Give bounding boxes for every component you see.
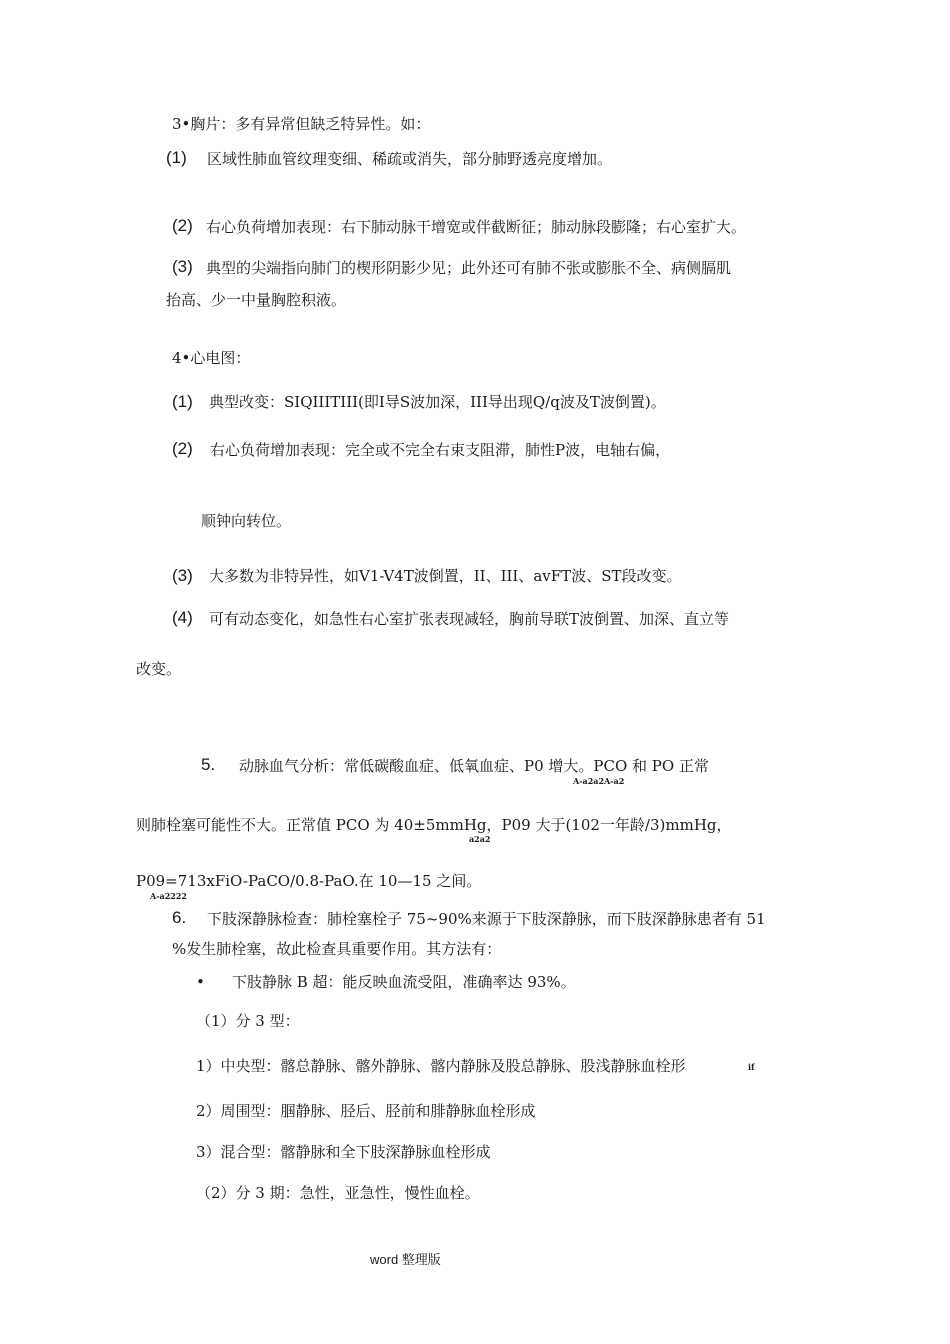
venous-type3: 3）混合型：髂静脉和全下肢深静脉血栓形成 — [196, 1143, 491, 1161]
chest-xray-item2-text: 右心负荷增加表现：右下肺动脉干增宽或伴截断征；肺动脉段膨隆；右心室扩大。 — [206, 218, 747, 236]
venous-type1-mark: if — [748, 1062, 755, 1072]
chest-xray-item1-text: 区域性肺血管纹理变细、稀疏或消失，部分肺野透亮度增加。 — [207, 150, 613, 168]
blood-gas-line3: P09=713xFiO-PaCO/0.8-PaO.在 10—15 之间。 — [136, 872, 482, 890]
ecg-item3-text: 大多数为非特异性，如V1-V4T波倒置，II、III、avFT波、ST段改变。 — [209, 567, 682, 585]
venous-type1: 1）中央型：髂总静脉、髂外静脉、髂内静脉及股总静脉、股浅静脉血栓形 — [196, 1057, 686, 1075]
blood-gas-line2-subscript: a2a2 — [469, 834, 491, 844]
venous-types-heading: （1）分 3 型： — [196, 1012, 300, 1030]
chest-xray-item3-number: (3) — [172, 257, 193, 276]
ecg-item4-number: (4) — [172, 608, 193, 627]
blood-gas-line1-subscript: A-a2a2A-a2 — [573, 776, 625, 786]
ecg-item4-text: 可有动态变化，如急性右心室扩张表现减轻，胸前导联T波倒置、加深、直立等 — [209, 610, 730, 628]
venous-number: 6. — [172, 908, 187, 927]
venous-bullet-text: 下肢静脉 B 超：能反映血流受阻，准确率达 93%。 — [232, 973, 576, 991]
chest-xray-item3-text: 典型的尖端指向肺门的楔形阴影少见；此外还可有肺不张或膨胀不全、病侧膈肌 — [206, 259, 732, 277]
ecg-heading: 4•心电图： — [172, 349, 251, 367]
ecg-item3-number: (3) — [172, 566, 193, 585]
ecg-item2-continuation: 顺钟向转位。 — [201, 512, 292, 530]
page-footer: word 整理版 — [370, 1252, 441, 1267]
blood-gas-number: 5. — [201, 755, 216, 774]
ecg-item2-number: (2) — [172, 439, 193, 458]
chest-xray-heading: 3•胸片：多有异常但缺乏特异性。如： — [172, 115, 431, 133]
ecg-item1-number: (1) — [172, 392, 193, 411]
venous-bullet: • — [196, 973, 205, 991]
ecg-item4-continuation: 改变。 — [136, 660, 182, 678]
venous-line1: 下肢深静脉检查：肺栓塞栓子 75~90%来源于下肢深静脉，而下肢深静脉患者有 51 — [207, 910, 766, 928]
chest-xray-item2-number: (2) — [172, 216, 193, 235]
chest-xray-item3-continuation: 抬高、少一中量胸腔积液。 — [166, 291, 347, 309]
ecg-item1-text: 典型改变：SIQIIITIII(即Ⅰ导S波加深，III导出现Q/q波及T波倒置)。 — [209, 393, 666, 411]
venous-stages: （2）分 3 期：急性，亚急性，慢性血栓。 — [196, 1184, 480, 1202]
chest-xray-item1-number: (1) — [166, 148, 187, 167]
ecg-item2-text: 右心负荷增加表现：完全或不完全右束支阻滞，肺性P波，电轴右偏， — [210, 441, 671, 459]
venous-type2: 2）周围型：腘静脉、胫后、胫前和腓静脉血栓形成 — [196, 1102, 536, 1120]
blood-gas-line1: 动脉血气分析：常低碳酸血症、低氧血症、P0 增大。PCO 和 PO 正常 — [239, 757, 709, 775]
blood-gas-line3-subscript: A-a2222 — [150, 891, 187, 901]
venous-line2: %发生肺栓塞，故此检查具重要作用。其方法有： — [172, 940, 502, 958]
blood-gas-line2: 则肺栓塞可能性不大。正常值 PCO 为 40±5mmHg，P09 大于(102一年龄/3)mmHg， — [136, 816, 732, 834]
